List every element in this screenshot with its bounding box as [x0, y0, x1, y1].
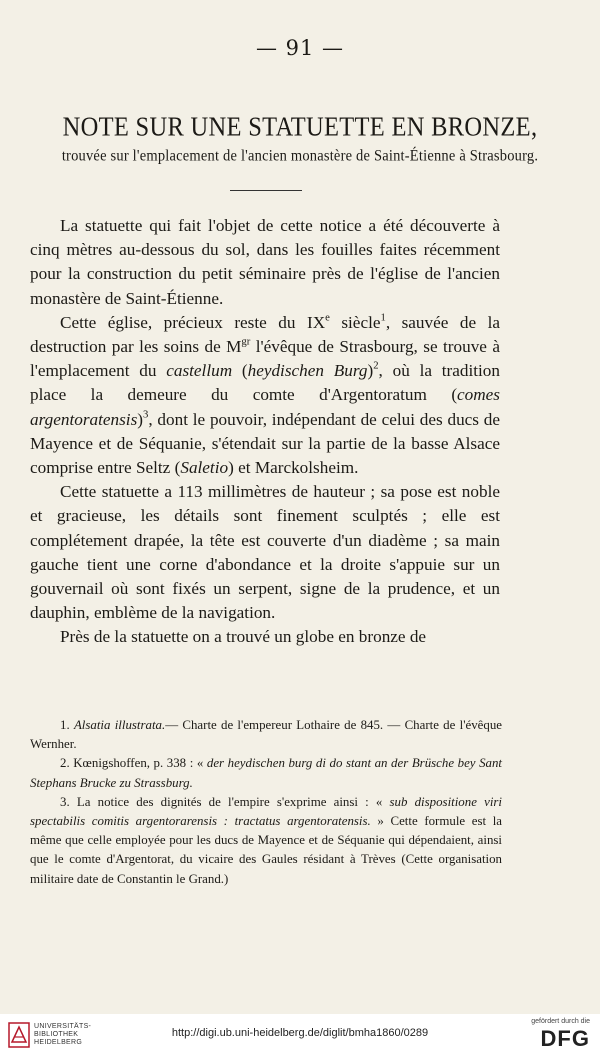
dfg-logo[interactable]: DFG — [540, 1026, 590, 1051]
page-number: — 91 — — [255, 36, 345, 60]
title-divider — [230, 190, 302, 191]
paragraph-2: Cette église, précieux reste du IXe siècle$^1$, sauvée de la destruction par les soins de $M^{gr}$ l'évêque de Strasbourg, se trouve à l'emplacement du castellum (heydischen Burg)$^2$, où la tradition place la demeure du comte d'Argentoratum (comes argentoratensis)$^3$, dont le pouvoir, indépendant de celui des ducs de Mayence et de Séquanie, s'étendait sur la partie de la basse Alsace comprise entre Seltz (Saletio) et Marckolsheim. — [30, 312, 501, 478]
paragraph-3: Cette statuette a 113 millimètres de hauteur ; sa pose est noble et gracieuse, les détails sont finement sculptés ; elle est complétement drapée, la tête est couverte d'un diadème ; sa main gauche tient une corne d'abondance et la droite s'appuie sur un gouvernail où sont fixés un serpent, signe de la prudence, et un dauphin, emblème de la navigation. — [30, 482, 500, 623]
article-subtitle: trouvée sur l'emplacement de l'ancien monastère de Saint-Étienne à Strasbourg. — [61, 147, 539, 165]
permalink-url[interactable]: http://digi.ub.uni-heidelberg.de/diglit/bmha1860/0289 — [171, 1027, 429, 1039]
paragraph-1: La statuette qui fait l'objet de cette notice a été découverte à cinq mètres au-dessous du sol, dans les fouilles faites récemment pour la construction du petit séminaire près de l'église de l'ancien monastère de Saint-Étienne. — [30, 216, 500, 308]
footnote-ref-3: 3 — [143, 409, 149, 421]
footnote-ref-1: 1 — [380, 312, 386, 324]
footnote-2: 2. Kœnigshoffen, p. 338 : « der heydischen burg di do stant an der Brüsche bey Sant Stephans Brucke zu Strassburg. — [30, 756, 502, 790]
footnote-1: 1. Alsatia illustrata.— Charte de l'empereur Lothaire de 845. — Charte de l'évêque Wernher. — [30, 718, 503, 752]
funder-caption: gefördert durch die — [531, 1018, 590, 1025]
article-title: NOTE SUR UNE STATUETTE EN BRONZE, — [62, 112, 538, 143]
body-text — [30, 214, 500, 650]
university-library-name: UNIVERSITÄTS- BIBLIOTHEK HEIDELBERG — [34, 1023, 92, 1046]
footer-bar — [0, 1014, 600, 1056]
paragraph-4: Près de la statuette on a trouvé un globe en bronze de — [60, 627, 427, 647]
footnote-3: 3. La notice des dignités de l'empire s'exprime ainsi : « sub dispositione viri spectabilis comitis argentorarensis : tractatus argentoratensis. » Cette formule est la même que celle employée pour les ducs de Mayence et de Séquanie qui dépendaient, ainsi que le comte d'Argentorat, du vicaire des Gaules résidant à Trèves (Cette organisation militaire date de Constantin le Grand.) — [30, 794, 503, 886]
footnotes — [30, 716, 502, 889]
footnote-ref-2: 2 — [373, 360, 379, 372]
